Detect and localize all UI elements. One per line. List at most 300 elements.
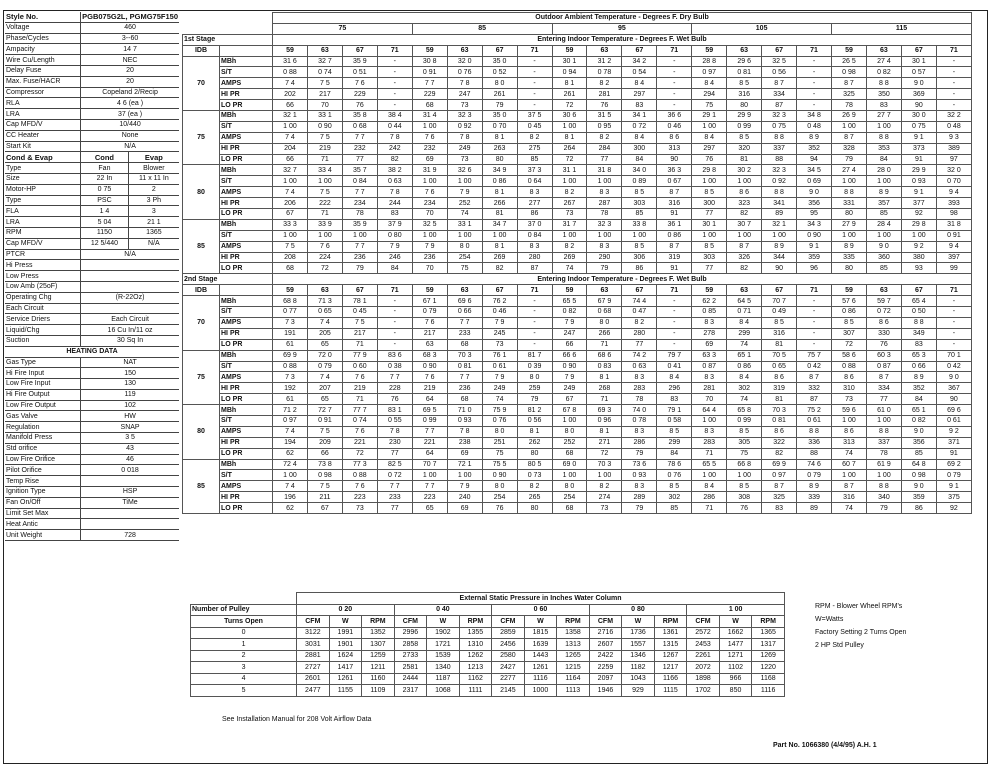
perf-data-row — [183, 209, 972, 220]
perf-cell: 1 00 — [587, 176, 622, 187]
perf-cell: 323 — [727, 198, 762, 209]
airflow-cell: 1902 — [427, 627, 460, 639]
perf-cell: 0 81 — [727, 67, 762, 78]
perf-cell: - — [517, 89, 552, 100]
perf-cell: 82 — [377, 154, 412, 165]
airflow-cell: 1166 — [654, 673, 687, 685]
wet-bulb-header: 67 — [482, 285, 517, 296]
perf-cell: 69 9 — [762, 459, 797, 470]
perf-cell: 341 — [762, 198, 797, 209]
perf-cell: 79 7 — [657, 350, 692, 361]
airflow-cell: 2456 — [492, 639, 525, 651]
perf-cell: 0 42 — [936, 361, 971, 372]
perf-cell: 280 — [517, 252, 552, 263]
perf-cell: 0 91 — [307, 415, 342, 426]
pulley-header: Number of Pulley — [191, 604, 297, 616]
perf-cell: 8 5 — [727, 481, 762, 492]
spec-label: Heat Antic — [5, 519, 81, 530]
perf-cell: 80 5 — [517, 459, 552, 470]
spec-value: HW — [81, 411, 179, 422]
perf-cell: 206 — [273, 198, 308, 209]
wet-bulb-header: 71 — [377, 285, 412, 296]
perf-cell: 261 — [552, 89, 587, 100]
perf-cell: - — [936, 339, 971, 350]
perf-cell: 88 — [762, 154, 797, 165]
fan-cell: N/A — [128, 238, 179, 249]
perf-cell: 240 — [447, 492, 482, 503]
perf-cell: 0 65 — [762, 361, 797, 372]
perf-cell: 65 5 — [552, 296, 587, 307]
perf-cell: 33 1 — [447, 219, 482, 230]
perf-cell: 234 — [342, 198, 377, 209]
perf-cell: 81 — [762, 394, 797, 405]
airflow-row — [191, 627, 785, 639]
perf-cell: 9 2 — [901, 241, 936, 252]
perf-cell: 245 — [482, 328, 517, 339]
perf-row-label: HI PR — [220, 198, 273, 209]
perf-cell: 0 52 — [482, 67, 517, 78]
wet-bulb-header: 59 — [412, 45, 447, 56]
perf-cell: - — [797, 100, 832, 111]
perf-cell: - — [936, 78, 971, 89]
perf-cell: 0 82 — [901, 415, 936, 426]
perf-cell: 0 89 — [622, 176, 657, 187]
perf-data-row — [183, 307, 972, 318]
fan-cell: PSC — [81, 195, 129, 206]
perf-cell: 8 4 — [727, 317, 762, 328]
perf-cell: 230 — [377, 437, 412, 448]
airflow-cell: 1317 — [752, 639, 785, 651]
perf-cell: 0 95 — [587, 121, 622, 132]
perf-cell: - — [377, 78, 412, 89]
perf-cell: 71 — [307, 209, 342, 220]
perf-cell: 313 — [657, 143, 692, 154]
perf-cell: 8 4 — [622, 78, 657, 89]
perf-cell: 69 0 — [552, 459, 587, 470]
spec-value — [81, 303, 179, 314]
perf-cell: 0 86 — [657, 230, 692, 241]
perf-cell: 8 7 — [762, 481, 797, 492]
perf-cell: 9 0 — [936, 372, 971, 383]
airflow-cell: 1721 — [427, 639, 460, 651]
heating-title: HEATING DATA — [5, 346, 179, 357]
perf-cell: 1 00 — [342, 230, 377, 241]
perf-cell: 0 82 — [866, 67, 901, 78]
perf-cell: 266 — [587, 328, 622, 339]
perf-cell: 64 4 — [692, 405, 727, 416]
perf-cell: 67 9 — [587, 296, 622, 307]
perf-cell: 66 8 — [727, 459, 762, 470]
wet-bulb-title: Entering Indoor Temperature - Degrees F. Wet Bulb — [273, 34, 972, 45]
perf-cell: 32 3 — [762, 111, 797, 122]
perf-cell: 34 0 — [622, 165, 657, 176]
airflow-cell: 1116 — [752, 685, 785, 697]
perf-cell: 8 5 — [657, 426, 692, 437]
spec-row — [5, 119, 179, 130]
airflow-cell: 1355 — [459, 627, 492, 639]
spec-label: Unit Weight — [5, 530, 81, 541]
perf-cell: 83 — [657, 394, 692, 405]
perf-cell: 1 00 — [832, 470, 867, 481]
perf-cell: 1 00 — [832, 176, 867, 187]
perf-cell: 92 — [901, 209, 936, 220]
perf-cell: 81 2 — [517, 405, 552, 416]
airflow-cell: 1946 — [589, 685, 622, 697]
perf-cell: 8 6 — [762, 426, 797, 437]
perf-cell: 70 — [692, 394, 727, 405]
perf-cell: 84 — [657, 448, 692, 459]
ambient-header: 95 — [552, 23, 692, 34]
perf-cell: 26 5 — [832, 56, 867, 67]
perf-cell: 81 — [727, 154, 762, 165]
perf-cell: 37 3 — [517, 165, 552, 176]
perf-cell: 1 00 — [447, 176, 482, 187]
perf-cell: 81 7 — [517, 350, 552, 361]
perf-cell: 8 3 — [692, 426, 727, 437]
spec-label: Gas Valve — [5, 411, 81, 422]
perf-cell: 217 — [412, 328, 447, 339]
perf-cell: 75 — [482, 448, 517, 459]
perf-cell: - — [936, 67, 971, 78]
perf-cell: 194 — [273, 437, 308, 448]
wet-bulb-header: 71 — [936, 45, 971, 56]
perf-cell: 7 7 — [342, 241, 377, 252]
perf-cell: 7 6 — [342, 78, 377, 89]
perf-cell: 222 — [307, 198, 342, 209]
perf-cell: 73 6 — [622, 459, 657, 470]
perf-cell: 221 — [412, 437, 447, 448]
perf-cell: 80 — [517, 448, 552, 459]
perf-cell: 0 91 — [936, 230, 971, 241]
perf-cell: 307 — [832, 328, 867, 339]
perf-row-label: HI PR — [220, 143, 273, 154]
perf-cell: 7 6 — [307, 241, 342, 252]
airflow-cell: 2317 — [394, 685, 427, 697]
perf-cell: 78 1 — [342, 296, 377, 307]
perf-cell: 7 4 — [273, 426, 308, 437]
perf-row-label: MBh — [220, 219, 273, 230]
perf-cell: 68 — [412, 100, 447, 111]
perf-cell: 300 — [692, 198, 727, 209]
perf-cell: 0 91 — [412, 67, 447, 78]
perf-cell: 85 — [517, 154, 552, 165]
spec-row — [5, 65, 179, 76]
perf-cell: 32 5 — [762, 56, 797, 67]
perf-cell: 76 1 — [482, 350, 517, 361]
perf-cell: 65 3 — [901, 350, 936, 361]
perf-cell: 77 — [377, 503, 412, 514]
perf-cell: 86 — [517, 209, 552, 220]
perf-cell: 67 — [307, 503, 342, 514]
spec-value: 20 — [81, 76, 179, 87]
legend-line: W=Watts — [815, 616, 844, 623]
perf-cell: 61 9 — [866, 459, 901, 470]
perf-cell: 0 88 — [832, 361, 867, 372]
perf-cell: 0 74 — [342, 415, 377, 426]
perf-cell: 31 2 — [587, 56, 622, 67]
perf-row-label: MBh — [220, 56, 273, 67]
perf-cell: 72 — [552, 100, 587, 111]
spec-label: Hi Fire Output — [5, 389, 81, 400]
perf-cell: 330 — [866, 328, 901, 339]
perf-cell: 0 72 — [866, 307, 901, 318]
perf-cell: 80 — [517, 503, 552, 514]
perf-cell: 86 — [622, 263, 657, 274]
stage-subtitle-row — [183, 34, 972, 45]
perf-cell: 0 90 — [412, 361, 447, 372]
spec-value: Each Circuit — [81, 314, 179, 325]
misc-row — [5, 325, 179, 336]
wet-bulb-header: 63 — [447, 45, 482, 56]
perf-cell: 73 — [832, 394, 867, 405]
perf-cell: 7 8 — [377, 187, 412, 198]
perf-cell: 247 — [447, 89, 482, 100]
perf-cell: 7 7 — [412, 426, 447, 437]
perf-cell: - — [657, 100, 692, 111]
perf-cell: 7 5 — [342, 317, 377, 328]
idb-value: 70 — [183, 56, 220, 110]
perf-cell: 302 — [657, 492, 692, 503]
perf-cell: 373 — [901, 143, 936, 154]
fan-row — [5, 184, 179, 195]
perf-cell: 8 6 — [727, 187, 762, 198]
perf-row-label: S/T — [220, 67, 273, 78]
idb-value: 80 — [183, 165, 220, 219]
perf-cell: 9 3 — [936, 132, 971, 143]
perf-cell: 77 — [377, 448, 412, 459]
perf-cell: 28 4 — [866, 219, 901, 230]
heating-row — [5, 519, 179, 530]
fan-cell: FLA — [5, 206, 81, 217]
perf-cell: 33 1 — [307, 111, 342, 122]
perf-cell: 397 — [936, 252, 971, 263]
perf-data-row — [183, 67, 972, 78]
perf-cell: 1 00 — [273, 176, 308, 187]
perf-cell: 76 — [692, 154, 727, 165]
airflow-cell: 1261 — [329, 673, 362, 685]
perf-cell: 8 7 — [832, 481, 867, 492]
airflow-cell: 1115 — [654, 685, 687, 697]
perf-cell: 7 8 — [377, 426, 412, 437]
perf-cell: 7 9 — [482, 372, 517, 383]
perf-cell: 8 2 — [587, 481, 622, 492]
performance-table — [182, 12, 972, 514]
perf-cell: 254 — [447, 252, 482, 263]
perf-cell: 8 3 — [622, 481, 657, 492]
wet-bulb-header: 63 — [866, 285, 901, 296]
perf-cell: 76 — [727, 503, 762, 514]
perf-cell: 7 4 — [273, 187, 308, 198]
airflow-sub-header: CFM — [297, 616, 330, 628]
spec-row — [5, 44, 179, 55]
spec-row — [5, 130, 179, 141]
misc-row — [5, 335, 179, 346]
perf-cell: 73 — [447, 100, 482, 111]
perf-cell: 32 0 — [447, 56, 482, 67]
perf-cell: 69 6 — [447, 296, 482, 307]
misc-row — [5, 292, 179, 303]
perf-cell: - — [517, 296, 552, 307]
perf-cell: 0 93 — [447, 415, 482, 426]
perf-cell: 74 — [447, 209, 482, 220]
perf-cell: 8 3 — [622, 372, 657, 383]
spec-value: 16 Cu In/11 oz — [81, 325, 179, 336]
perf-cell: 0 61 — [797, 415, 832, 426]
perf-cell: 252 — [552, 437, 587, 448]
perf-cell: 1 00 — [412, 470, 447, 481]
wet-bulb-header: 59 — [552, 285, 587, 296]
perf-cell: 0 56 — [517, 415, 552, 426]
perf-cell: 0 83 — [587, 361, 622, 372]
perf-cell: - — [517, 67, 552, 78]
perf-cell: 66 — [273, 100, 308, 111]
perf-cell: 89 — [762, 209, 797, 220]
spec-value: 37 (ea ) — [81, 109, 179, 120]
perf-cell: 1 00 — [866, 470, 901, 481]
stage-label: 2nd Stage — [183, 274, 273, 285]
spec-label: Low Press — [5, 271, 81, 282]
perf-cell: 8 3 — [692, 372, 727, 383]
perf-cell: 8 0 — [517, 372, 552, 383]
wet-bulb-header: 59 — [412, 285, 447, 296]
perf-cell: 0 99 — [727, 121, 762, 132]
spec-value — [81, 508, 179, 519]
perf-cell: 219 — [342, 383, 377, 394]
perf-cell: 29 1 — [692, 111, 727, 122]
fan-cell: Cap MFD/V — [5, 238, 81, 249]
perf-cell: 7 5 — [307, 426, 342, 437]
perf-cell: 0 93 — [901, 176, 936, 187]
perf-cell: 0 42 — [797, 361, 832, 372]
perf-cell: 29 6 — [727, 56, 762, 67]
perf-cell: 71 0 — [447, 405, 482, 416]
perf-cell: 8 4 — [692, 481, 727, 492]
perf-cell: 7 4 — [273, 132, 308, 143]
spec-label: Manifold Press — [5, 433, 81, 444]
perf-cell: 0 92 — [447, 121, 482, 132]
perf-cell: 8 1 — [517, 426, 552, 437]
airflow-cell: 1417 — [329, 662, 362, 674]
perf-cell: 9 1 — [901, 187, 936, 198]
perf-cell: - — [797, 56, 832, 67]
spec-label: Phase/Cycles — [5, 33, 81, 44]
perf-row-label: MBh — [220, 459, 273, 470]
perf-data-row — [183, 426, 972, 437]
perf-cell: 1 00 — [412, 176, 447, 187]
perf-cell: 8 5 — [622, 241, 657, 252]
wet-bulb-header: 59 — [273, 45, 308, 56]
perf-cell: - — [797, 78, 832, 89]
perf-cell: 261 — [482, 89, 517, 100]
perf-cell: 0 48 — [936, 121, 971, 132]
spec-value: 119 — [81, 389, 179, 400]
airflow-cell: 2607 — [589, 639, 622, 651]
perf-cell: 191 — [273, 328, 308, 339]
perf-cell: 65 1 — [727, 350, 762, 361]
perf-data-row — [183, 459, 972, 470]
perf-data-row — [183, 361, 972, 372]
perf-cell: 85 — [657, 503, 692, 514]
perf-row-label: AMPS — [220, 78, 273, 89]
spec-label: Hi Fire Input — [5, 368, 81, 379]
perf-cell: 0 88 — [273, 361, 308, 372]
perf-cell: 78 — [587, 209, 622, 220]
perf-data-row — [183, 492, 972, 503]
perf-cell: 63 — [412, 339, 447, 350]
airflow-sub-header: RPM — [362, 616, 395, 628]
perf-cell: 229 — [342, 89, 377, 100]
perf-cell: 1 00 — [832, 121, 867, 132]
perf-cell: 377 — [901, 198, 936, 209]
airflow-sub-header: W — [329, 616, 362, 628]
perf-cell: 7 3 — [273, 317, 308, 328]
perf-cell: 68 — [447, 394, 482, 405]
spec-value — [81, 281, 179, 292]
airflow-cell: 2733 — [394, 650, 427, 662]
perf-cell: 8 4 — [622, 132, 657, 143]
perf-cell: 82 — [727, 209, 762, 220]
spec-label: Max. Fuse/HACR — [5, 76, 81, 87]
perf-row-label: LO PR — [220, 503, 273, 514]
perf-row-label: S/T — [220, 121, 273, 132]
spec-label: Temp Rise — [5, 476, 81, 487]
perf-cell: 70 — [412, 263, 447, 274]
perf-cell: - — [657, 56, 692, 67]
perf-cell: 356 — [901, 437, 936, 448]
perf-cell: 320 — [727, 143, 762, 154]
perf-cell: 0 97 — [762, 470, 797, 481]
heating-title-row — [5, 346, 179, 357]
perf-cell: 83 — [762, 503, 797, 514]
fan-cell: Motor-HP — [5, 184, 81, 195]
perf-cell: 0 87 — [866, 361, 901, 372]
perf-cell: 73 — [552, 209, 587, 220]
perf-cell: 8 1 — [587, 372, 622, 383]
perf-cell: 33 3 — [273, 219, 308, 230]
wet-bulb-header: 63 — [587, 285, 622, 296]
legend-line: 2 HP Std Pulley — [815, 642, 864, 649]
ambient-header: 105 — [692, 23, 832, 34]
perf-cell: 81 — [482, 209, 517, 220]
perf-cell: 290 — [587, 252, 622, 263]
pressure-row — [191, 604, 785, 616]
perf-cell: 72 — [832, 339, 867, 350]
perf-cell: 0 50 — [901, 307, 936, 318]
perf-cell: 70 3 — [762, 405, 797, 416]
perf-cell: 249 — [447, 143, 482, 154]
perf-cell: 281 — [587, 89, 622, 100]
wet-bulb-header: 59 — [273, 285, 308, 296]
heating-row — [5, 368, 179, 379]
perf-cell: 85 — [866, 209, 901, 220]
perf-cell: - — [936, 307, 971, 318]
perf-cell: 8 2 — [517, 481, 552, 492]
perf-cell: 0 63 — [377, 176, 412, 187]
perf-cell: - — [657, 328, 692, 339]
perf-cell: 32 1 — [762, 219, 797, 230]
perf-cell: 75 — [447, 263, 482, 274]
perf-cell: 1 00 — [692, 470, 727, 481]
wet-bulb-header: 59 — [692, 45, 727, 56]
airflow-cell: 4 — [191, 673, 297, 685]
spec-value: 102 — [81, 400, 179, 411]
perf-cell: 265 — [517, 492, 552, 503]
perf-cell: 0 47 — [622, 307, 657, 318]
fan-row — [5, 173, 179, 184]
perf-cell: 88 — [797, 448, 832, 459]
spec-label: Std orifice — [5, 443, 81, 454]
airflow-cell: 1352 — [362, 627, 395, 639]
